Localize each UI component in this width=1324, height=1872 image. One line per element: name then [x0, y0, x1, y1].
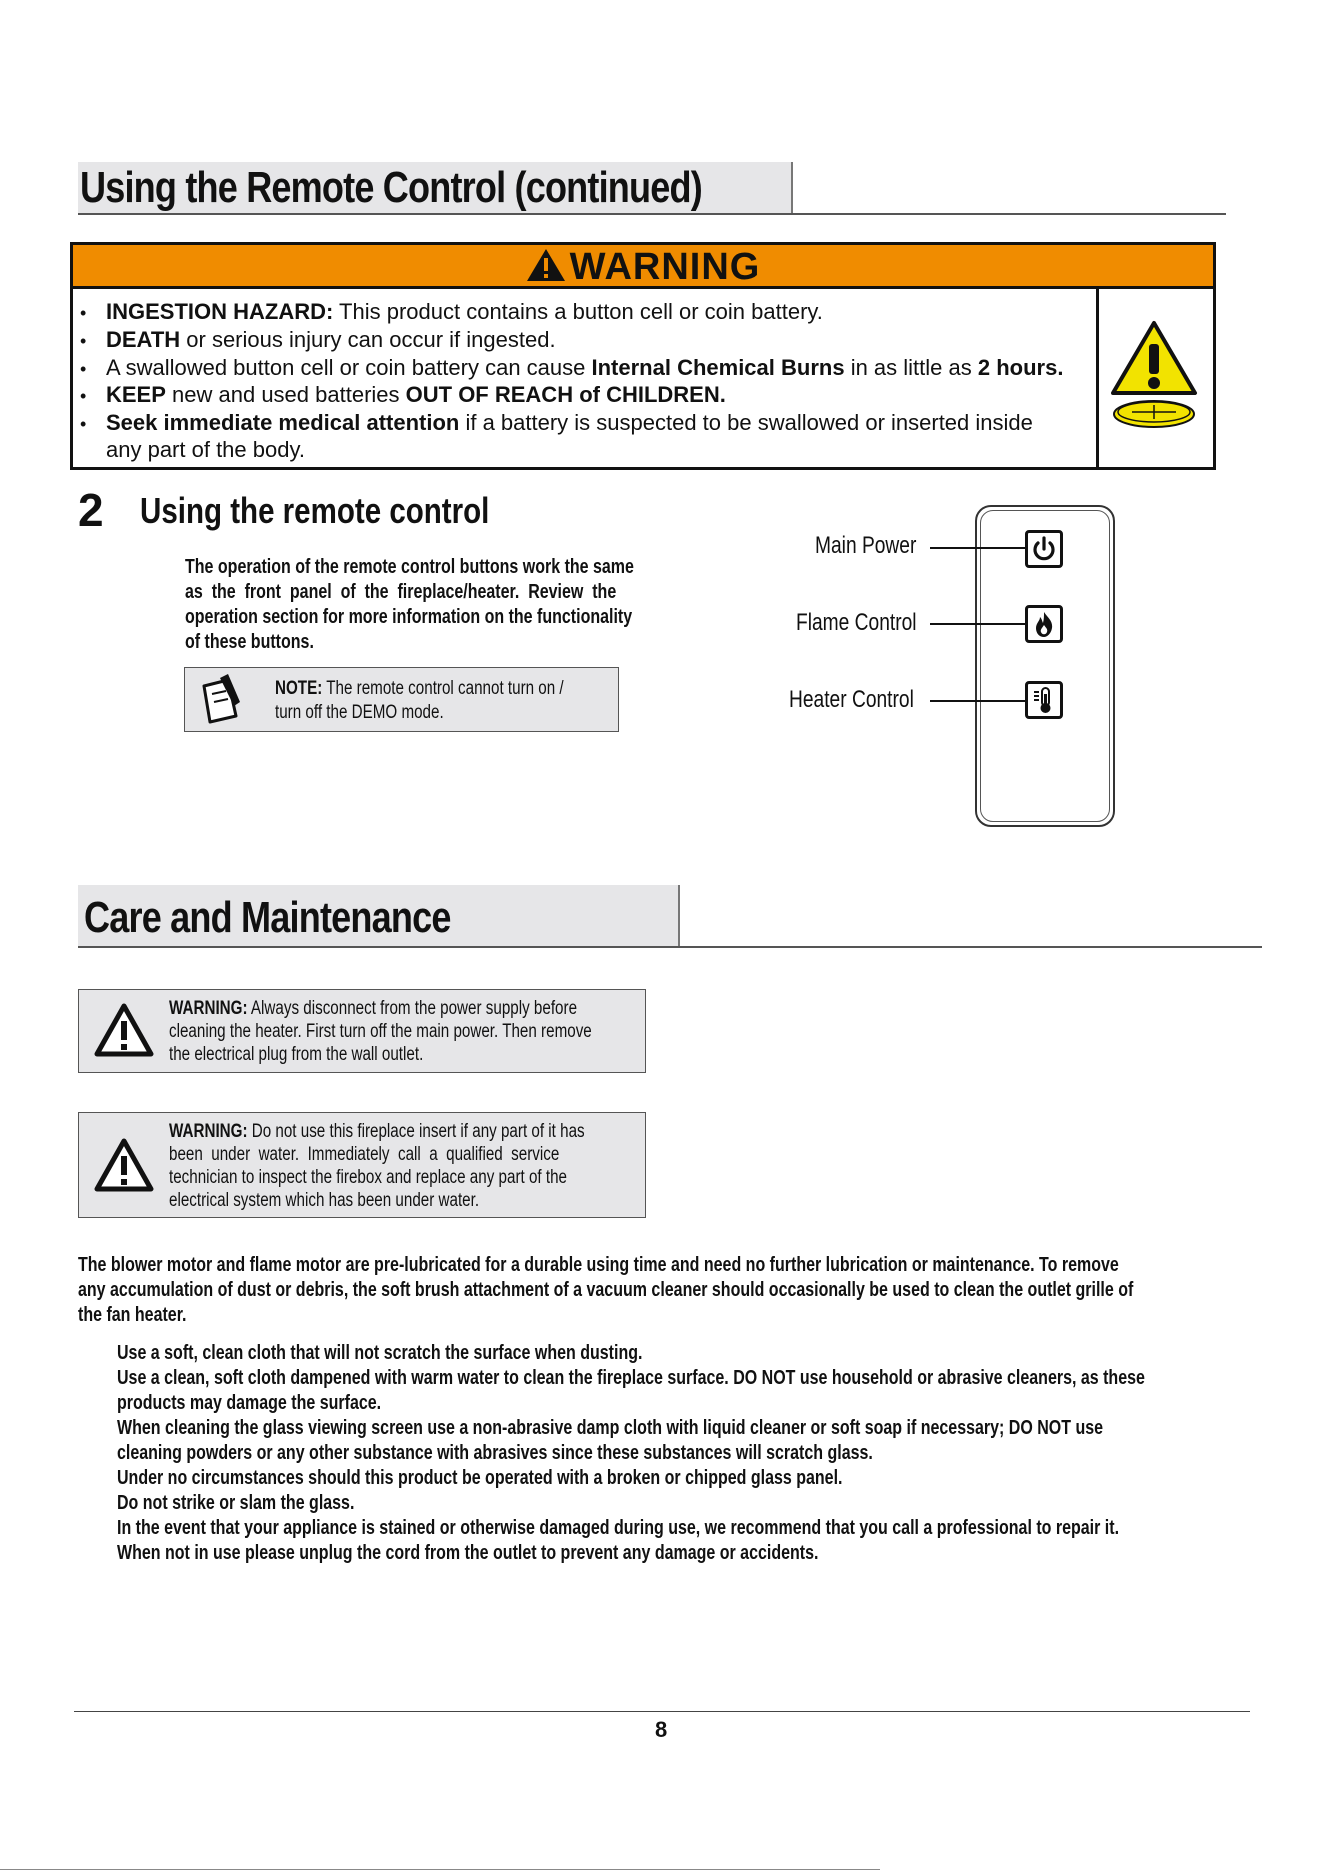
warning-line-5: Seek immediate medical attention if a battery is suspected to be swallowed or inserted inside — [106, 410, 1033, 435]
page-number: 8 — [655, 1717, 668, 1742]
power-icon — [1028, 533, 1060, 565]
leader-line — [930, 547, 1025, 549]
care-item-line: When not in use please unplug the cord from the outlet to prevent any damage or accidents. — [117, 1542, 819, 1564]
care-warning-2-line: technician to inspect the firebox and replace any part of the — [169, 1167, 567, 1188]
note-label: NOTE: — [275, 678, 323, 699]
care-item-line: Use a clean, soft cloth dampened with warm water to clean the fireplace surface. DO NOT use household or abrasive cleaners, as these — [117, 1367, 1145, 1389]
leader-line — [930, 623, 1025, 625]
care-item-line: In the event that your appliance is stained or otherwise damaged during use, we recommend that you call a professional to repair it. — [117, 1517, 1120, 1539]
care-warning-1-line: WARNING: Always disconnect from the power supply before — [169, 998, 578, 1019]
flame-icon — [1028, 608, 1060, 640]
care-warning-2-line: been under water. Immediately call a qualified service — [169, 1144, 560, 1165]
section-underline — [78, 946, 1262, 948]
bullet: • — [80, 386, 87, 406]
label-flame-control: Flame Control — [796, 609, 917, 636]
flame-control-button[interactable] — [1025, 605, 1063, 643]
care-item-line: Do not strike or slam the glass. — [117, 1492, 355, 1514]
bullet: • — [80, 303, 87, 323]
heater-control-button[interactable] — [1025, 681, 1063, 719]
main-power-button[interactable] — [1025, 530, 1063, 568]
section-title-remote: Using the Remote Control (continued) — [80, 163, 702, 212]
coin-battery-caution-icon — [1110, 320, 1198, 432]
warning-header — [73, 245, 1213, 289]
care-paragraph-line: the fan heater. — [78, 1304, 187, 1326]
warning-title: WARNING — [569, 246, 761, 288]
warning-line-4: KEEP new and used batteries OUT OF REACH of CHILDREN. — [106, 382, 726, 407]
care-paragraph-line: The blower motor and flame motor are pre-lubricated for a durable using time and need no further lubrication or maintenance. To remove — [78, 1254, 1119, 1276]
footer-rule — [74, 1711, 1250, 1712]
step-paragraph-line: of these buttons. — [185, 631, 314, 653]
label-main-power: Main Power — [815, 532, 917, 559]
section-title-care: Care and Maintenance — [84, 893, 451, 942]
care-item-line: Use a soft, clean cloth that will not scratch the surface when dusting. — [117, 1342, 643, 1364]
warning-triangle-icon — [94, 1137, 154, 1193]
step-paragraph-line: as the front panel of the fireplace/heater. Review the — [185, 581, 617, 603]
bullet: • — [80, 414, 87, 434]
warning-divider — [1096, 289, 1099, 467]
bottom-edge-rule — [0, 1869, 880, 1870]
note-pencil-icon — [198, 672, 244, 724]
care-item-line: cleaning powders or any other substance with abrasives since these substances will scratch glass. — [117, 1442, 873, 1464]
bullet: • — [80, 359, 87, 379]
warning-triangle-icon — [94, 1002, 154, 1058]
warning-triangle-icon — [526, 248, 566, 282]
care-warning-1-label: WARNING: — [169, 998, 248, 1019]
step-number: 2 — [78, 484, 104, 536]
bullet: • — [80, 331, 87, 351]
care-warning-2-line: WARNING: Do not use this fireplace insert if any part of it has — [169, 1121, 585, 1142]
warning-line-3: A swallowed button cell or coin battery can cause Internal Chemical Burns in as little as 2 hours. — [106, 355, 1064, 380]
care-paragraph-line: any accumulation of dust or debris, the soft brush attachment of a vacuum cleaner should occasionally be used to clean the outlet grille of — [78, 1279, 1134, 1301]
care-item-line: Under no circumstances should this product be operated with a broken or chipped glass panel. — [117, 1467, 843, 1489]
label-heater-control: Heater Control — [789, 686, 914, 713]
care-warning-1-line: cleaning the heater. First turn off the main power. Then remove — [169, 1021, 592, 1042]
care-item-line: products may damage the surface. — [117, 1392, 382, 1414]
note-text-line: NOTE: The remote control cannot turn on / — [275, 678, 564, 699]
step-paragraph-line: The operation of the remote control buttons work the same — [185, 556, 634, 578]
warning-line-1: INGESTION HAZARD: This product contains a button cell or coin battery. — [106, 299, 823, 324]
care-warning-2-line: electrical system which has been under water. — [169, 1190, 480, 1211]
thermometer-icon — [1028, 684, 1060, 716]
leader-line — [930, 700, 1025, 702]
care-warning-2-label: WARNING: — [169, 1121, 248, 1142]
step-paragraph-line: operation section for more information on the functionality — [185, 606, 633, 628]
warning-line-2: DEATH or serious injury can occur if ingested. — [106, 327, 556, 352]
section-underline — [78, 213, 1226, 215]
care-warning-1-line: the electrical plug from the wall outlet. — [169, 1044, 424, 1065]
step-heading: Using the remote control — [140, 490, 490, 531]
care-item-line: When cleaning the glass viewing screen use a non-abrasive damp cloth with liquid cleaner or soft soap if necessary; DO NOT use — [117, 1417, 1104, 1439]
warning-line-6: any part of the body. — [106, 437, 305, 462]
note-text-line: turn off the DEMO mode. — [275, 702, 444, 723]
